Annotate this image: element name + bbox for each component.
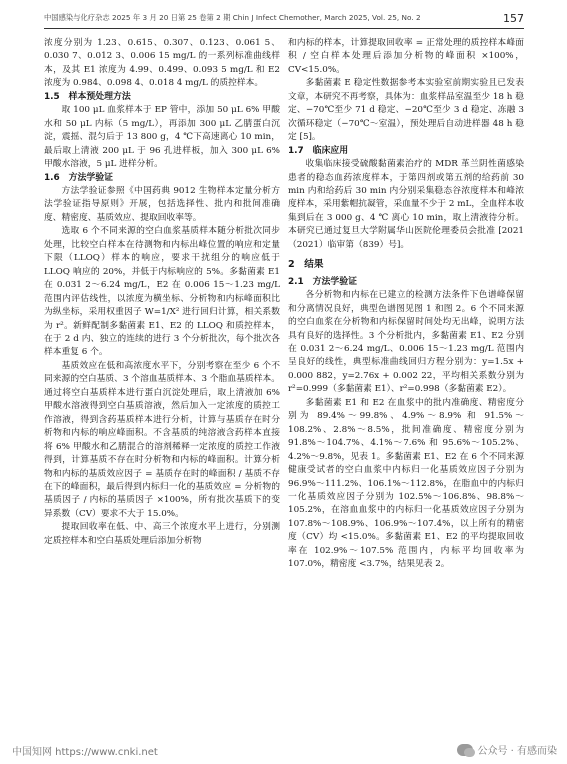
page-number: 157 xyxy=(503,11,524,25)
paragraph: 和内标的样本，计算提取回收率 = 正常处理的质控样本峰面积 / 空白样本处理后添加分析物的峰面积 ×100%，CV<15.0%。 xyxy=(288,38,524,75)
section-heading-1-5: 1.5 样本预处理方法 xyxy=(44,91,131,102)
paragraph: 收集临床接受硫酸黏菌素治疗的 MDR 革兰阴性菌感染患者的稳态血药浓度样本，于第四剂或第五剂的给药前 30 min 内和给药后 30 min 内分别采集稳态谷浓度样本和峰浓度样本，采用紫帽抗凝管，采血量不少于 2 mL，全血样本收集到后在 3 000 g、4 ℃ 离心 10 min，取上清液待分析。本研究已通过复旦大学附属华山医院伦理委员会批准 [2021（2021）临审第（839）号]。 xyxy=(288,159,524,250)
paragraph: 浓度分别为 1.23、0.615、0.307、0.123、0.061 5、0.030 7、0.012 3、0.006 15 mg/L 的一系列标准曲线样本，及其 E1 浓度为 4.99、0.499、0.093 5 mg/L 和 E2 浓度为 0.984、0.098 4、0.018 4 mg/L 的质控样本。 xyxy=(44,38,280,89)
section-heading-1-7: 1.7 临床应用 xyxy=(288,145,349,156)
section-heading-1-6: 1.6 方法学验证 xyxy=(44,172,113,183)
paragraph: 提取回收率在低、中、高三个浓度水平上进行，分别测定质控样本和空白基质处理后添加分析物 xyxy=(44,522,280,546)
footer-watermark xyxy=(0,736,567,764)
wechat-account xyxy=(457,742,557,757)
wechat-icon xyxy=(457,744,473,756)
paragraph: 选取 6 个不同来源的空白血浆基质样本随分析批次同步处理，比较空白样本在待测物和内标出峰位置的响应和定量下限（LLOQ）样本的响应，要求干扰组分的响应低于 LLOQ 响应的 20%，并低于内标响应的 5%。多黏菌素 E1 在 0.031 2～6.24 mg/L，E2 在 0.006 15～1.23 mg/L 范围内评估线性，以浓度为横坐标、分析物和内标峰面积比为纵坐标，采用权重因子 W=1/X² 进行回归计算，相关系数为 r²。新鲜配制多黏菌素 E1、E2 的 LLOQ 和质控样本，在于 2 d 内、独立的连续的进行 3 个分析批次，每个批次各样本重复 6 个。 xyxy=(44,226,280,358)
journal-line: 中国感染与化疗杂志 2025 年 3 月 20 日第 25 卷第 2 期 Chin J Infect Chemother, March 2025, Vol. 25, No. 2 xyxy=(44,13,421,22)
cnki-source: 中国知网 https://www.cnki.net xyxy=(12,747,158,758)
running-header xyxy=(44,8,524,29)
section-heading-2: 2 结果 xyxy=(288,259,324,271)
section-heading-2-1: 2.1 方法学验证 xyxy=(288,276,357,287)
left-column xyxy=(44,37,280,548)
paragraph: 方法学验证参照《中国药典 9012 生物样本定量分析方法学验证指导原则》开展，包括选择性、批内和批间准确度、精密度、基质效应、提取回收率等。 xyxy=(44,185,280,223)
wechat-label: 公众号 · 有感而染 xyxy=(477,746,557,757)
paragraph: 各分析物和内标在已建立的检测方法条件下色谱峰保留和分离情况良好，典型色谱图见图 1 和图 2。6 个不同来源的空白血浆在分析物和内标保留时间处均无出峰，说明方法具有良好的选择性。3 个分析批内，多黏菌素 E1、E2 分别在 0.031 2～6.24 mg/L、0.006 15～1.23 mg/L 范围内呈良好的线性，典型标准曲线回归方程分别为：y=1.5x + 0.000 882，y=2.76x + 0.002 22，平均相关系数分别为 r²=0.999（多黏菌素 E1）、r²=0.998（多黏菌素 E2）。 xyxy=(288,290,524,395)
right-column xyxy=(288,37,524,572)
paragraph: 基质效应在低和高浓度水平下，分别考察在至少 6 个不同来源的空白基质、3 个溶血基质样本、3 个脂血基质样本。通过将空白基质样本进行蛋白沉淀处理后，取上清液加 6% 甲酸水溶液得到空白基质溶液，然后加入一定浓度的质控工作溶液，得到含药基质样本进行分析，计算与基质存在时分析物和内标的响应峰面积。不含基质的纯溶液含药样本直接将 6% 甲酸水和乙腈混合的溶剂稀释一定浓度的质控工作液得到，计算基质不存在时分析物和内标的峰面积。计算分析物和内标的基质效应因子 = 基质存在时的峰面积 / 基质不存在下的峰面积，最后得到内标归一化的基质效应 = 分析物的基质因子 / 内标的基质因子 ×100%，所有批次基质下的变异系数（CV）要求不大于 15.0%。 xyxy=(44,360,280,519)
paragraph: 多黏菌素 E1 和 E2 在血浆中的批内准确度、精密度分别为 89.4%～99.8%、4.9%～8.9% 和 91.5%～108.2%、2.8%～8.5%，批间准确度、精密度分别为 91.8%～104.7%、4.1%～7.6% 和 95.6%～105.2%、4.2%～9.8%，见表 1。多黏菌素 E1、E2 在 6 个不同来源健康受试者的空白血浆中内标归一化基质效应因子分别为 96.9%～111.2%、106.1%～112.8%，在脂血中的内标归一化基质效应因子分别为 102.5%～106.8%、98.8%～105.2%，在溶血血浆中的内标归一化基质效应因子分别为 107.8%～108.9%、106.9%～107.4%，以上所有的精密度（CV）均 <15.0%。多黏菌素 E1、E2 的平均提取回收率在 102.9%～107.5% 范围内，内标平均回收率为 107.0%，精密度 <3.7%，结果见表 2。 xyxy=(288,397,524,570)
paragraph: 取 100 μL 血浆样本于 EP 管中，添加 50 μL 6% 甲酸水和 50 μL 内标（5 mg/L），再添加 300 μL 乙腈蛋白沉淀，震摇、混匀后于 13 800 g，4 ℃下高速离心 10 min，最后取上清液 200 μL 于 96 孔进样板，加入 300 μL 6% 甲酸水溶液，5 μL 进样分析。 xyxy=(44,105,280,170)
paragraph: 多黏菌素 E 稳定性数据参考本实验室前期实验且已发表文章，本研究不再考察，具体为：血浆样品室温至少 18 h 稳定、−70℃至少 71 d 稳定、−20℃至少 3 d 稳定、冻融 3 次循环稳定（−70℃～室温），预处理后自动进样器 48 h 稳定 [5]。 xyxy=(288,78,524,143)
